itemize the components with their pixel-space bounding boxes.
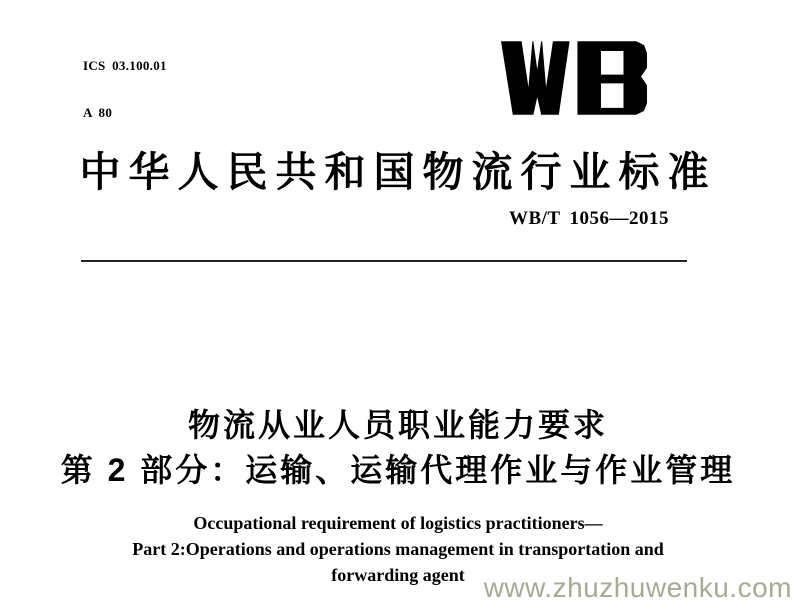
ics-code: ICS 03.100.01	[83, 58, 167, 73]
document-title-cn	[0, 403, 796, 493]
wb-logo-icon	[501, 41, 648, 115]
document-title-cn-line2: 第 2 部分：运输、运输代理作业与作业管理	[60, 452, 736, 488]
document-title-en-line2: Part 2:Operations and operations management in transportation and	[132, 539, 664, 559]
document-title-en-line1: Occupational requirement of logistics practitioners—	[193, 513, 603, 533]
ics-classification-block	[83, 27, 167, 151]
title-divider	[81, 260, 687, 262]
standard-number: WB/T 1056—2015	[508, 208, 669, 229]
watermark-text: www.zhuzhuwenku.com	[483, 572, 792, 603]
standard-title: 中华人民共和国物流行业标准	[79, 149, 717, 195]
classification-code: A 80	[83, 104, 113, 120]
document-title-cn-line1: 物流从业人员职业能力要求	[187, 407, 608, 443]
document-title-en-line3: forwarding agent	[331, 565, 465, 585]
